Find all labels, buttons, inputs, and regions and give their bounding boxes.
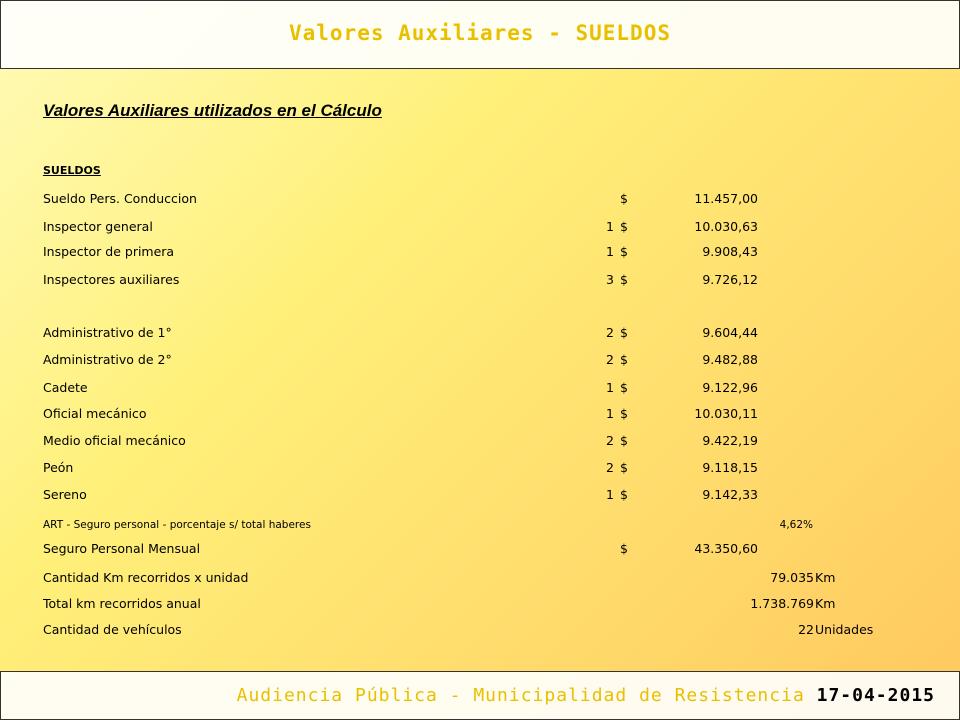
salary-qty: 1: [606, 380, 614, 395]
salary-row: [0, 219, 960, 239]
seguro-row: [0, 541, 960, 561]
salary-qty: 1: [606, 487, 614, 502]
km-anual-unit: Km: [815, 596, 836, 611]
km-anual-value: 1.738.769: [750, 596, 814, 611]
salary-row: [0, 487, 960, 507]
salary-label: Oficial mecánico: [43, 406, 147, 421]
salary-label: Administrativo de 1°: [43, 325, 172, 340]
salary-amount: 10.030,63: [694, 219, 758, 234]
salary-amount: 9.118,15: [702, 460, 758, 475]
km-anual-row: [0, 596, 960, 616]
salary-amount: 9.482,88: [702, 352, 758, 367]
salary-label: Inspectores auxiliares: [43, 272, 180, 287]
salary-amount: 9.122,96: [702, 380, 758, 395]
footer-caption: Audiencia Pública - Municipalidad de Resistencia: [236, 685, 805, 706]
salary-label: Administrativo de 2°: [43, 352, 172, 367]
salary-currency: $: [620, 433, 628, 448]
header-bar: [0, 0, 960, 69]
vehiculos-unit: Unidades: [815, 622, 874, 637]
salary-row: [0, 380, 960, 400]
salary-row: [0, 191, 960, 211]
km-unidad-row: [0, 570, 960, 590]
salary-amount: 9.142,33: [702, 487, 758, 502]
salary-currency: $: [620, 460, 628, 475]
salary-row: [0, 325, 960, 345]
group-heading: SUELDOS: [43, 164, 101, 177]
salary-qty: 2: [606, 460, 614, 475]
salary-currency: $: [620, 219, 628, 234]
vehiculos-value: 22: [798, 622, 814, 637]
salary-currency: $: [620, 191, 628, 206]
salary-amount: 9.604,44: [702, 325, 758, 340]
vehiculos-row: [0, 622, 960, 642]
salary-label: Inspector general: [43, 219, 153, 234]
salary-row: [0, 272, 960, 292]
salary-label: Cadete: [43, 380, 88, 395]
salary-qty: 2: [606, 433, 614, 448]
salary-row: [0, 406, 960, 426]
salary-row: [0, 352, 960, 372]
art-value: 4,62%: [779, 519, 813, 531]
salary-qty: 1: [606, 406, 614, 421]
seguro-label: Seguro Personal Mensual: [43, 541, 201, 556]
salary-label: Sueldo Pers. Conduccion: [43, 191, 197, 206]
salary-currency: $: [620, 380, 628, 395]
salary-currency: $: [620, 406, 628, 421]
salary-currency: $: [620, 244, 628, 259]
salary-label: Medio oficial mecánico: [43, 433, 186, 448]
salary-amount: 9.908,43: [702, 244, 758, 259]
seguro-amount: 43.350,60: [694, 541, 758, 556]
salary-row: [0, 244, 960, 264]
salary-amount: 11.457,00: [694, 191, 758, 206]
salary-label: Inspector de primera: [43, 244, 175, 259]
footer-bar: [0, 671, 960, 720]
salary-amount: 10.030,11: [694, 406, 758, 421]
art-label: ART - Seguro personal - porcentaje s/ total haberes: [43, 519, 311, 531]
km-anual-label: Total km recorridos anual: [43, 596, 201, 611]
section-title: Valores Auxiliares utilizados en el Cálculo: [43, 101, 382, 120]
salary-qty: 1: [606, 219, 614, 234]
salary-label: Sereno: [43, 487, 87, 502]
vehiculos-label: Cantidad de vehículos: [43, 622, 182, 637]
salary-qty: 2: [606, 352, 614, 367]
footer-date: 17-04-2015: [816, 685, 935, 706]
km-unidad-unit: Km: [815, 570, 836, 585]
salary-row: [0, 433, 960, 453]
salary-amount: 9.422,19: [702, 433, 758, 448]
salary-currency: $: [620, 352, 628, 367]
salary-currency: $: [620, 325, 628, 340]
page-title: Valores Auxiliares - SUELDOS: [288, 21, 671, 45]
salary-row: [0, 460, 960, 480]
salary-qty: 2: [606, 325, 614, 340]
km-unidad-value: 79.035: [770, 570, 814, 585]
salary-amount: 9.726,12: [702, 272, 758, 287]
salary-currency: $: [620, 272, 628, 287]
seguro-currency: $: [620, 541, 628, 556]
art-row: [0, 517, 960, 537]
salary-qty: 1: [606, 244, 614, 259]
km-unidad-label: Cantidad Km recorridos x unidad: [43, 570, 249, 585]
footer-text: [237, 685, 935, 706]
salary-currency: $: [620, 487, 628, 502]
salary-qty: 3: [606, 272, 614, 287]
salary-label: Peón: [43, 460, 74, 475]
